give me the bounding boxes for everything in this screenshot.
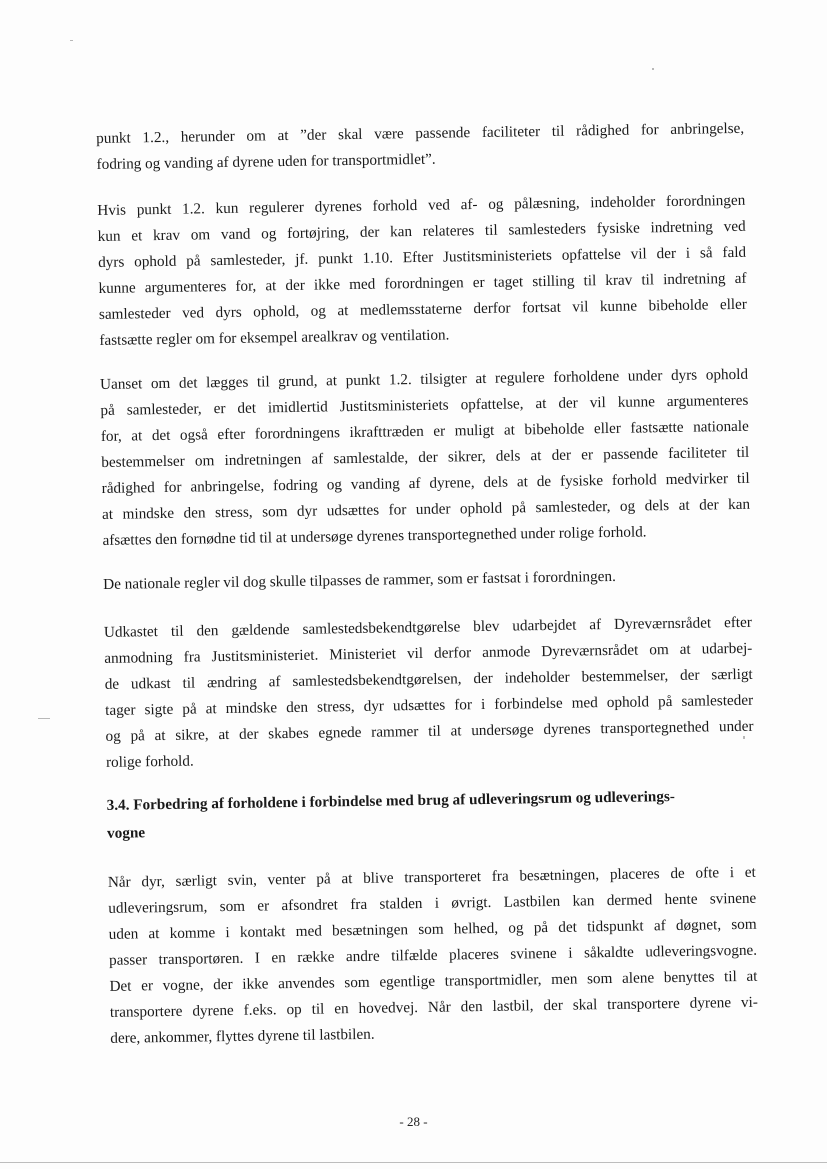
text-line: punkt 1.2., herunder om at ”der skal være passende faciliteter til rådighed for anbringelse, bbox=[96, 119, 745, 147]
text-line: transportere dyrene f.eks. op til en hovedvej. Når den lastbil, der skal transportere dyrene vi- bbox=[109, 993, 758, 1021]
text-line: kun et krav om vand og fortøjring, der kan relateres til samlesteders fysiske indretning ved bbox=[97, 217, 746, 245]
text-line: De nationale regler vil dog skulle tilpasses de rammer, som er fastsat i forordningen. bbox=[103, 567, 616, 593]
page-number: - 28 - bbox=[399, 1114, 428, 1129]
text-line: og på at sikre, at der skabes egnede rammer til at undersøge dyrenes transportegnethed under bbox=[105, 717, 754, 745]
text-line: rolige forhold. bbox=[105, 752, 194, 771]
text-line: fastsætte regler om for eksempel arealkrav og ventilation. bbox=[99, 326, 450, 349]
section-heading bbox=[106, 782, 755, 848]
text-line: uden at komme i kontakt med besætningen som helhed, og på det tidspunkt af døgnet, som bbox=[108, 915, 757, 943]
text-line: Udkastet til den gældende samlestedsbekendtgørelse blev udarbejdet af Dyreværnsrådet efter bbox=[103, 613, 753, 641]
text-line: Det er vogne, der ikke anvendes som egentlige transportmidler, men som alene benyttes til at bbox=[109, 967, 758, 995]
page-body bbox=[96, 116, 758, 1052]
text-line: de udkast til ændring af samlestedsbekendtgørelsen, der indeholder bestemmelser, der særligt bbox=[104, 665, 753, 693]
text-line: rådighed for anbringelse, fodring og vanding af dyrene, dels at de fysiske forhold medvirker til bbox=[101, 469, 750, 497]
text-line: samlesteder ved dyrs ophold, og at medlemsstaterne derfor fortsat vil kunne bibeholde eller bbox=[98, 295, 748, 323]
text-line: på samlesteder, er det imidlertid Justitsministeriets opfattelse, at der vil kunne argumenteres bbox=[100, 391, 749, 419]
text-line: dyrs ophold på samlesteder, jf. punkt 1.10. Efter Justitsministeriets opfattelse vil der i så fald bbox=[98, 243, 747, 271]
text-line: at mindske den stress, som dyr udsættes for under ophold på samlesteder, og dels at der kan bbox=[101, 495, 751, 523]
heading-line: vogne bbox=[106, 824, 146, 842]
text-line: kunne argumenteres for, at der ikke med forordningen er taget stilling til krav til indretning af bbox=[98, 269, 747, 297]
text-line: for, at det også efter forordningens ikrafttræden er muligt at bibeholde eller fastsætte nationale bbox=[100, 417, 749, 445]
text-line: tager sigte på at mindske den stress, dyr udsættes for i forbindelse med ophold på samlesteder bbox=[105, 691, 754, 719]
text-line: Når dyr, særligt svin, venter på at blive transporteret fra besætningen, placeres de ofte i et bbox=[107, 863, 756, 891]
heading-line: 3.4. Forbedring af forholdene i forbindelse med brug af udleveringsrum og udleverings- bbox=[106, 787, 676, 814]
paragraph-6 bbox=[108, 860, 759, 1052]
text-line: Uanset om det lægges til grund, at punkt 1.2. tilsigter at regulere forholdene under dyrs ophold bbox=[99, 365, 749, 393]
text-line: anmodning fra Justitsministeriet. Ministeriet vil derfor anmode Dyreværnsrådet om at udarbej- bbox=[104, 639, 753, 667]
text-line: Hvis punkt 1.2. kun regulerer dyrenes forhold ved af- og pålæsning, indeholder forordningen bbox=[97, 191, 746, 219]
text-line: passer transportøren. I en række andre tilfælde placeres svinene i såkaldte udleveringsvogne. bbox=[108, 941, 758, 969]
text-line: afsættes den fornødne tid til at undersøge dyrenes transportegnethed under rolige forhold. bbox=[102, 523, 647, 549]
scan-speck bbox=[652, 68, 654, 70]
scan-speck bbox=[38, 718, 50, 719]
text-line: dere, ankommer, flyttes dyrene til lastbilen. bbox=[110, 1025, 375, 1047]
scan-speck bbox=[70, 40, 73, 41]
paragraph-3 bbox=[100, 362, 751, 554]
paragraph-5 bbox=[104, 610, 754, 776]
text-line: udleveringsrum, som er afsondret fra stalden i øvrigt. Lastbilen kan dermed hente svinene bbox=[108, 889, 757, 917]
text-line: fodring og vanding af dyrene uden for transportmidlet”. bbox=[96, 150, 436, 173]
scan-edge-line bbox=[0, 1162, 827, 1163]
text-line: bestemmelser om indretningen af samlestalde, der sikrer, dels at der er passende faciliteter til bbox=[101, 443, 750, 471]
paragraph-2 bbox=[97, 188, 747, 354]
